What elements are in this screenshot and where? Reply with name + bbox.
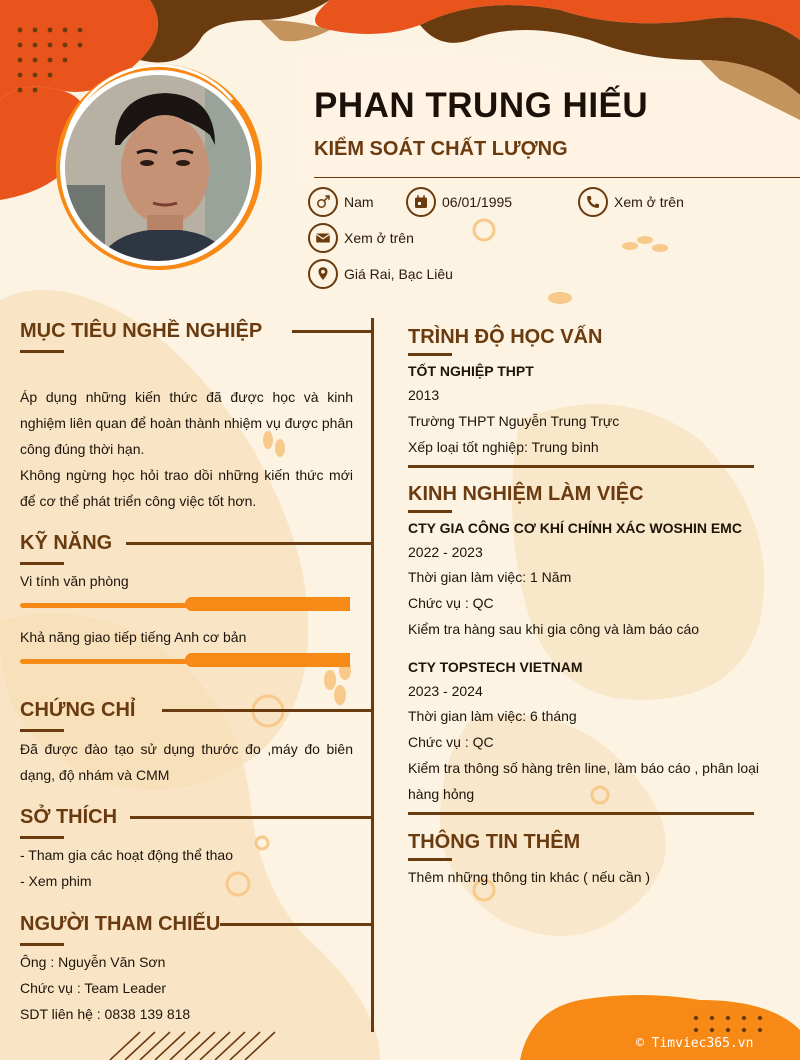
email-value: Xem ở trên [344,230,414,246]
candidate-name: PHAN TRUNG HIẾU [314,86,649,125]
education-year: 2013 [408,387,440,403]
experience-rule [408,812,754,815]
calendar-icon [406,187,436,217]
education-school: Trường THPT Nguyễn Trung Trực [408,413,620,429]
extra-info-title: THÔNG TIN THÊM [408,831,581,853]
job-2-duration: Thời gian làm việc: 6 tháng [408,708,577,724]
job-1-duration: Thời gian làm việc: 1 Năm [408,569,572,585]
certificates-rule [162,709,372,712]
skill-bar-2 [20,653,350,667]
job-title: KIỂM SOÁT CHẤT LƯỢNG [314,138,568,160]
gender-value: Nam [344,194,374,210]
skill-bar-1 [20,597,350,611]
certificates-title: CHỨNG CHỈ [20,699,136,721]
dob-value: 06/01/1995 [442,194,513,210]
extra-info-text: Thêm những thông tin khác ( nếu cần ) [408,869,651,885]
contact-gender [308,187,374,217]
experience-title: KINH NGHIỆM LÀM VIỆC [408,483,644,505]
gender-icon [308,187,338,217]
contact-email [308,223,414,253]
objective-underline [20,350,64,353]
certificates-underline [20,729,64,732]
contact-address [308,259,453,289]
hobbies-underline [20,836,64,839]
education-rule [408,465,754,468]
objective-title: MỤC TIÊU NGHỀ NGHIỆP [20,320,263,342]
objective-paragraph-2: Không ngừng học hỏi trao dồi những kiến thức mới để cơ thể phát triển công việc tốt hơn. [20,467,353,509]
education-degree: TỐT NGHIỆP THPT [408,363,534,379]
header-divider [314,177,800,178]
skills-rule [126,542,372,545]
skill-bar-fill [185,597,350,611]
extra-info-underline [408,858,452,861]
hobbies-title: SỞ THÍCH [20,806,118,828]
certificates-text: Đã được đào tạo sử dụng thước đo ,máy đo biên dạng, độ nhám và CMM [20,741,353,783]
reference-line-1: Ông : Nguyễn Văn Sơn [20,954,166,970]
avatar [60,70,256,266]
footer-watermark: © Timviec365.vn [636,1036,754,1051]
references-title: NGƯỜI THAM CHIẾU [20,913,221,935]
job-2-period: 2023 - 2024 [408,683,483,699]
objective-rule [292,330,372,333]
job-2-company: CTY TOPSTECH VIETNAM [408,659,583,675]
contact-phone [578,187,684,217]
job-2-description: Kiểm tra thông số hàng trên line, làm báo cáo , phân loại hàng hỏng [408,760,759,802]
location-pin-icon [308,259,338,289]
experience-underline [408,510,452,513]
education-underline [408,353,452,356]
skills-title: KỸ NĂNG [20,532,113,554]
email-icon [308,223,338,253]
job-1-role: Chức vụ : QC [408,595,494,611]
references-underline [20,943,64,946]
job-1-company: CTY GIA CÔNG CƠ KHÍ CHÍNH XÁC WOSHIN EMC [408,520,742,536]
hobby-item-2: - Xem phim [20,873,92,889]
job-1-description: Kiểm tra hàng sau khi gia công và làm báo cáo [408,621,700,637]
address-value: Giá Rai, Bạc Liêu [344,266,453,282]
hobby-item-1: - Tham gia các hoạt động thể thao [20,847,233,863]
skill-label-1: Vi tính văn phòng [20,573,129,589]
reference-line-2: Chức vụ : Team Leader [20,980,167,996]
reference-line-3: SDT liên hệ : 0838 139 818 [20,1006,191,1022]
references-rule [220,923,372,926]
education-grade: Xếp loại tốt nghiệp: Trung bình [408,439,599,455]
hobbies-rule [130,816,372,819]
skills-underline [20,562,64,565]
education-title: TRÌNH ĐỘ HỌC VẤN [408,326,603,348]
phone-icon [578,187,608,217]
contact-dob [406,187,512,217]
phone-value: Xem ở trên [614,194,684,210]
skill-bar-fill [185,653,350,667]
job-2-role: Chức vụ : QC [408,734,494,750]
job-1-period: 2022 - 2023 [408,544,483,560]
skill-label-2: Khả năng giao tiếp tiếng Anh cơ bản [20,629,247,645]
objective-paragraph-1: Áp dụng những kiến thức đã được học và kinh nghiệm liên quan để hoàn thành nhiệm vụ được phân công đúng thời hạn. [20,389,354,457]
